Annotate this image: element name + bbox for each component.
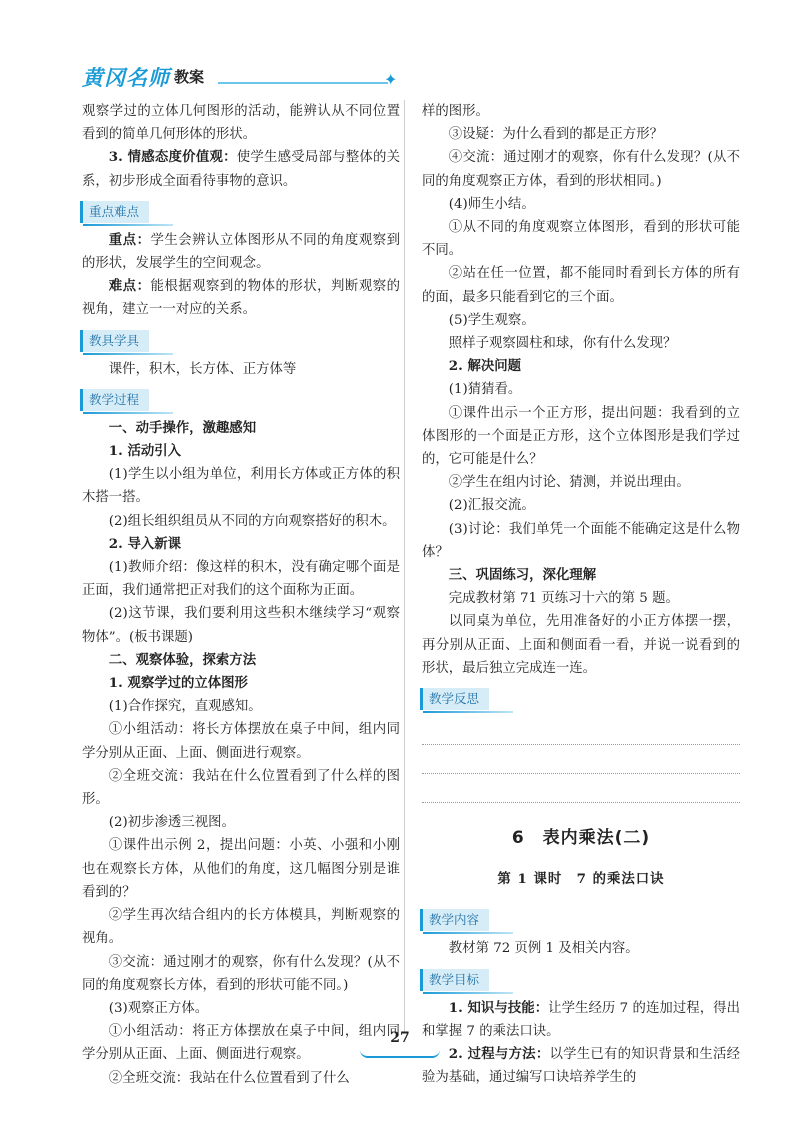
- paragraph: ③交流：通过刚才的观察，你有什么发现？(从不同的角度观察长方体，看到的形状可能不同。): [82, 954, 400, 993]
- paragraph: (1)学生以小组为单位，利用长方体或正方体的积木搭一搭。: [82, 467, 400, 506]
- paragraph: (1)教师介绍：像这样的积木，没有确定哪个面是正面，我们通常把正对我们的这个面称为正面。: [82, 560, 400, 599]
- sparkle-icon: ✦: [384, 70, 398, 89]
- paragraph-text: 让学生经历 7 的连加过程，得出和掌握 7 的乘法口诀。: [422, 1000, 740, 1039]
- paragraph: (2)汇报交流。: [448, 498, 535, 514]
- paragraph: [422, 1043, 740, 1089]
- paragraph: (1)合作探究，直观感知。: [108, 699, 262, 715]
- paragraph: [82, 146, 400, 192]
- paragraph: 三、巩固练习，深化理解: [448, 567, 597, 584]
- paragraph: ②学生再次结合组内的长方体模具，判断观察的视角。: [82, 908, 400, 947]
- paragraph: (3)观察正方体。: [108, 1000, 209, 1016]
- paragraph: ④交流：通过刚才的观察，你有什么发现？(从不同的角度观察正方体，看到的形状相同。): [422, 150, 740, 189]
- paragraph: 2. 解决问题: [448, 358, 522, 375]
- paragraph-text: 使学生感受局部与整体的关系，初步形成全面看待事物的意识。: [82, 150, 401, 189]
- section-heading: [422, 961, 740, 997]
- left-column: [82, 100, 400, 1090]
- paragraph: (4)师生小结。: [448, 196, 535, 212]
- paragraph-label: 难点：: [108, 278, 151, 295]
- paragraph-label: 2. 过程与方法：: [448, 1046, 550, 1063]
- paragraph: ①小组活动：将长方体摆放在桌子中间，组内同学分别从正面、上面、侧面进行观察。: [82, 722, 400, 761]
- paragraph: 2. 导入新课: [108, 535, 182, 552]
- header-rule: [218, 82, 388, 84]
- section-heading: [82, 193, 400, 229]
- section-heading-tag: 教学反思: [420, 688, 489, 710]
- paragraph: 完成教材第 71 页练习十六的第 5 题。: [448, 591, 679, 607]
- column-divider: [404, 100, 405, 1032]
- section-heading-tag: 教具学具: [80, 330, 149, 352]
- paragraph: (3)讨论：我们单凭一个面能不能确定这是什么物体？: [422, 521, 740, 560]
- paragraph: 课件，积木，长方体、正方体等: [108, 361, 297, 377]
- paragraph-text: 能根据观察到的物体的形状，判断观察的视角，建立一一对应的关系。: [82, 279, 400, 318]
- paragraph: 照样子观察圆柱和球，你有什么发现？: [448, 336, 677, 352]
- paragraph: 一、动手操作，激趣感知: [108, 419, 257, 436]
- paragraph-text: 学生会辨认立体图形从不同的角度观察到的形状，发展学生的空间观念。: [82, 232, 400, 272]
- paragraph-label: 3. 情感态度价值观：: [108, 149, 237, 166]
- reflection-blank-line: [422, 745, 740, 774]
- paragraph: ①从不同的角度观察立体图形，看到的形状可能不同。: [422, 220, 740, 259]
- paragraph: 1. 活动引入: [108, 443, 182, 460]
- paragraph: (2)初步渗透三视图。: [108, 815, 235, 831]
- section-heading: [422, 680, 740, 716]
- paragraph: ②全班交流：我站在什么位置看到了什么: [108, 1070, 350, 1086]
- paragraph: 以同桌为单位，先用准备好的小正方体摆一摆，再分别从正面、上面和侧面看一看，并说一说看到的形状，最后独立完成连一连。: [422, 614, 740, 676]
- paragraph: (1)猜猜看。: [448, 382, 522, 398]
- paragraph: ①课件出示一个正方形，提出问题：我看到的立体图形的一个面是正方形，这个立体图形是我们学过的，它可能是什么？: [422, 405, 740, 468]
- paragraph: 教材第 72 页例 1 及相关内容。: [448, 941, 639, 957]
- page-number-ornament: [360, 1050, 440, 1058]
- section-heading-tag: 重点难点: [80, 201, 149, 223]
- paragraph: 1. 观察学过的立体图形: [108, 675, 248, 692]
- paragraph-label: 重点：: [108, 231, 151, 248]
- reflection-blank-line: [422, 716, 740, 745]
- paragraph: (2)这节课，我们要利用这些积木继续学习“观察物体”。(板书课题): [82, 606, 400, 645]
- page-number: 27: [390, 1030, 410, 1046]
- section-heading-tag: 教学过程: [80, 389, 149, 411]
- paragraph: [82, 229, 400, 275]
- brand-logo: 黄冈名师: [82, 66, 170, 90]
- section-heading-tag: 教学内容: [420, 909, 489, 931]
- right-column: [422, 100, 740, 1090]
- chapter-title: 6 表内乘法(二): [511, 828, 651, 849]
- lesson-title: 第 1 课时 7 的乘法口诀: [497, 871, 665, 888]
- paragraph: ②站在任一位置，都不能同时看到长方体的所有的面，最多只能看到它的三个面。: [422, 266, 740, 305]
- paragraph: [82, 275, 400, 321]
- paragraph-text: 以学生已有的知识背景和生活经验为基础，通过编写口诀培养学生的: [422, 1047, 741, 1086]
- paragraph: ②学生在组内讨论、猜测，并说出理由。: [448, 475, 690, 491]
- paragraph: 样的图形。: [422, 104, 489, 119]
- section-heading: [82, 381, 400, 417]
- paragraph: ①课件出示例 2，提出问题：小英、小强和小刚也在观察长方体，从他们的角度，这几幅图分别是谁看到的？: [82, 838, 400, 900]
- paragraph: ①小组活动：将正方体摆放在桌子中间，组内同学分别从正面、上面、侧面进行观察。: [82, 1024, 400, 1063]
- reflection-blank-line: [422, 774, 740, 803]
- paragraph: ③设疑：为什么看到的都是正方形？: [448, 127, 664, 143]
- paragraph: 观察学过的立体几何图形的活动，能辨认从不同位置看到的简单几何形体的形状。: [82, 104, 400, 143]
- paragraph: (5)学生观察。: [448, 312, 535, 328]
- paragraph-label: 1. 知识与技能：: [448, 999, 549, 1016]
- section-heading-tag: 教学目标: [420, 969, 489, 991]
- paragraph: ②全班交流：我站在什么位置看到了什么样的图形。: [82, 768, 400, 808]
- section-heading: [82, 322, 400, 358]
- section-heading: [422, 901, 740, 937]
- paragraph: 二、观察体验，探索方法: [108, 651, 257, 668]
- header-subtitle: 教案: [174, 68, 205, 86]
- paragraph: (2)组长组织组员从不同的方向观察搭好的积木。: [108, 513, 396, 529]
- page-header: [82, 62, 398, 92]
